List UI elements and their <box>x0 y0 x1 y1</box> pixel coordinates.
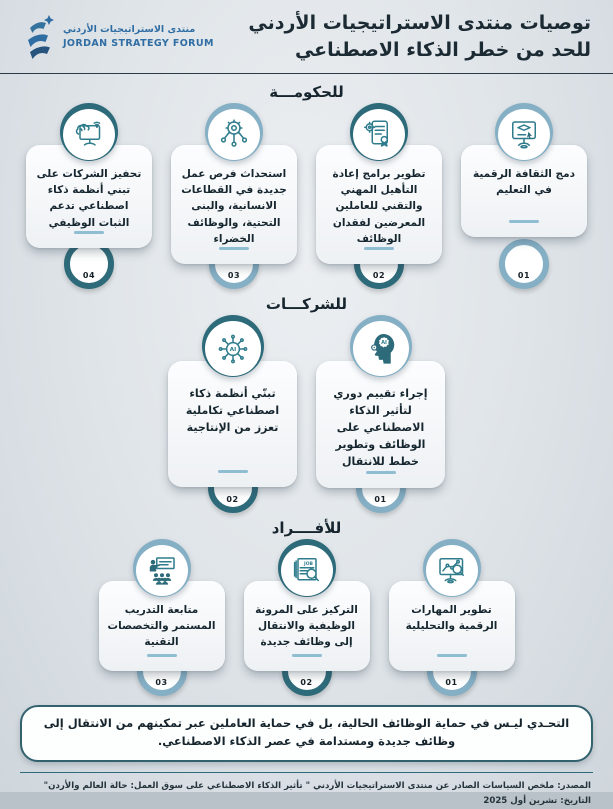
elearning-monitor-icon <box>506 116 542 152</box>
gov-card-02 <box>316 103 442 286</box>
card-text: تبنّي أنظمة ذكاء اصطناعي تكاملية تعزز من الإنتاجية <box>185 387 280 435</box>
card-number: 01 <box>374 494 387 504</box>
card-dash <box>147 654 177 657</box>
footer <box>0 773 613 809</box>
card-dash <box>218 470 248 473</box>
jordan-strategy-forum-logo <box>22 14 214 60</box>
card-body <box>316 145 442 264</box>
card-icon-inner <box>208 109 260 160</box>
company-card-01 <box>316 315 445 509</box>
card-dash <box>364 247 394 250</box>
card-icon-circle <box>133 539 191 597</box>
card-dash <box>437 654 467 657</box>
jsf-ribbon-star-icon <box>22 14 56 60</box>
card-icon-circle <box>60 103 118 161</box>
card-icon-inner <box>281 545 333 596</box>
company-card-02 <box>168 315 297 509</box>
card-text: استحداث فرص عمل جديدة في القطاعات الانسانية، والبنى التحتية، والوظائف الخضراء <box>181 167 287 245</box>
card-icon-inner <box>353 109 405 160</box>
card-icon-circle <box>350 315 412 377</box>
header <box>0 0 613 74</box>
footer-source: المصدر: ملخص السياسات الصادر عن منتدى الاستراتيجيات الأردني " تأثير الذكاء الاصطناعي على سوق العمل: حالة العالم والأردن" <box>43 780 591 791</box>
card-number: 04 <box>82 271 96 281</box>
card-dash <box>366 471 396 474</box>
gear-network-icon <box>216 116 252 152</box>
svg-text:AI: AI <box>380 339 387 346</box>
individual-card-03 <box>99 539 225 693</box>
gov-card-03 <box>171 103 297 286</box>
ai-head-icon <box>363 331 399 367</box>
ai-chip-icon <box>215 331 251 367</box>
page-title-line1: توصيات منتدى الاستراتيجيات الأردني <box>248 12 591 34</box>
card-text: دمج الثقافة الرقمية في التعليم <box>473 167 575 197</box>
card-icon-circle <box>205 103 263 161</box>
card-number: 03 <box>227 271 241 281</box>
training-presenter-icon <box>144 552 180 588</box>
svg-text:JOB: JOB <box>303 562 313 568</box>
card-number: 02 <box>372 271 386 281</box>
logo-text <box>63 23 214 52</box>
card-body <box>168 361 297 487</box>
section-title-government: للحكومـــة <box>269 82 344 101</box>
card-body <box>171 145 297 264</box>
card-body <box>316 361 445 487</box>
card-icon-inner <box>426 545 478 596</box>
companies-cards-row <box>0 315 613 509</box>
footer-date: التاريخ: تشرين أول 2025 <box>483 795 591 806</box>
card-text: إجراء تقييم دوري لتأثير الذكاء الاصطناعي على الوظائف وتطوير خطط للانتقال <box>333 387 428 469</box>
ai-brain-monitor-icon <box>71 116 107 152</box>
card-icon-circle <box>350 103 408 161</box>
card-text: التركيز على المرونة الوظيفية والانتقال إلى وظائف جديدة <box>255 603 358 649</box>
card-icon-circle <box>423 539 481 597</box>
card-icon-circle <box>202 315 264 377</box>
gov-card-04 <box>26 103 152 286</box>
certificate-gear-icon <box>361 116 397 152</box>
card-icon-circle <box>495 103 553 161</box>
card-dash <box>292 654 322 657</box>
section-companies <box>0 295 613 509</box>
card-dash <box>74 231 104 234</box>
card-icon-inner <box>498 109 550 160</box>
individuals-cards-row <box>0 539 613 693</box>
section-title-individuals: للأفــــراد <box>271 518 342 537</box>
card-number: 01 <box>517 271 531 281</box>
page-title <box>248 10 591 64</box>
logo-english-name: JORDAN STRATEGY FORUM <box>63 37 214 49</box>
section-title-companies: للشركـــات <box>265 295 348 314</box>
individual-card-02 <box>244 539 370 693</box>
card-text: تطوير برامج إعادة التأهيل المهني والتقني للعاملين المعرضين لفقدان الوظائف <box>332 167 426 245</box>
card-text: تحفيز الشركات على تبني أنظمة ذكاء اصطناعي تدعم الثبات الوظيفي <box>36 167 142 229</box>
card-text: تطوير المهارات الرقمية والتحليلية <box>405 603 498 632</box>
card-text: متابعة التدريب المستمر والتخصصات التقنية <box>107 603 216 649</box>
challenge-callout: التحـدي ليـس في حماية الوظائف الحالية، بل في حماية العاملين عبر تمكينهم من الانتقال إلى وظائف جديدة ومستدامة في عصر الذكاء الاصطناعي. <box>20 705 593 762</box>
analytics-monitor-icon <box>434 552 470 588</box>
card-dash <box>509 220 539 223</box>
individual-card-01 <box>389 539 515 693</box>
government-cards-row <box>0 103 613 286</box>
card-number-ring <box>499 239 549 289</box>
card-icon-inner <box>63 109 115 160</box>
job-search-icon <box>289 552 325 588</box>
card-icon-inner <box>353 321 409 376</box>
card-number: 02 <box>226 494 239 504</box>
gov-card-01 <box>461 103 587 286</box>
svg-text:AI: AI <box>229 346 236 353</box>
section-government <box>0 83 613 286</box>
logo-arabic-name: منتدى الاستراتيجيات الأردني <box>63 23 196 35</box>
card-number: 02 <box>300 677 313 687</box>
card-dash <box>219 247 249 250</box>
card-icon-circle <box>278 539 336 597</box>
card-icon-inner <box>205 321 261 376</box>
page-title-line2: للحد من خطر الذكاء الاصطناعي <box>294 38 591 61</box>
card-icon-inner <box>136 545 188 596</box>
card-number: 01 <box>445 677 458 687</box>
section-individuals <box>0 519 613 693</box>
card-number: 03 <box>155 677 168 687</box>
